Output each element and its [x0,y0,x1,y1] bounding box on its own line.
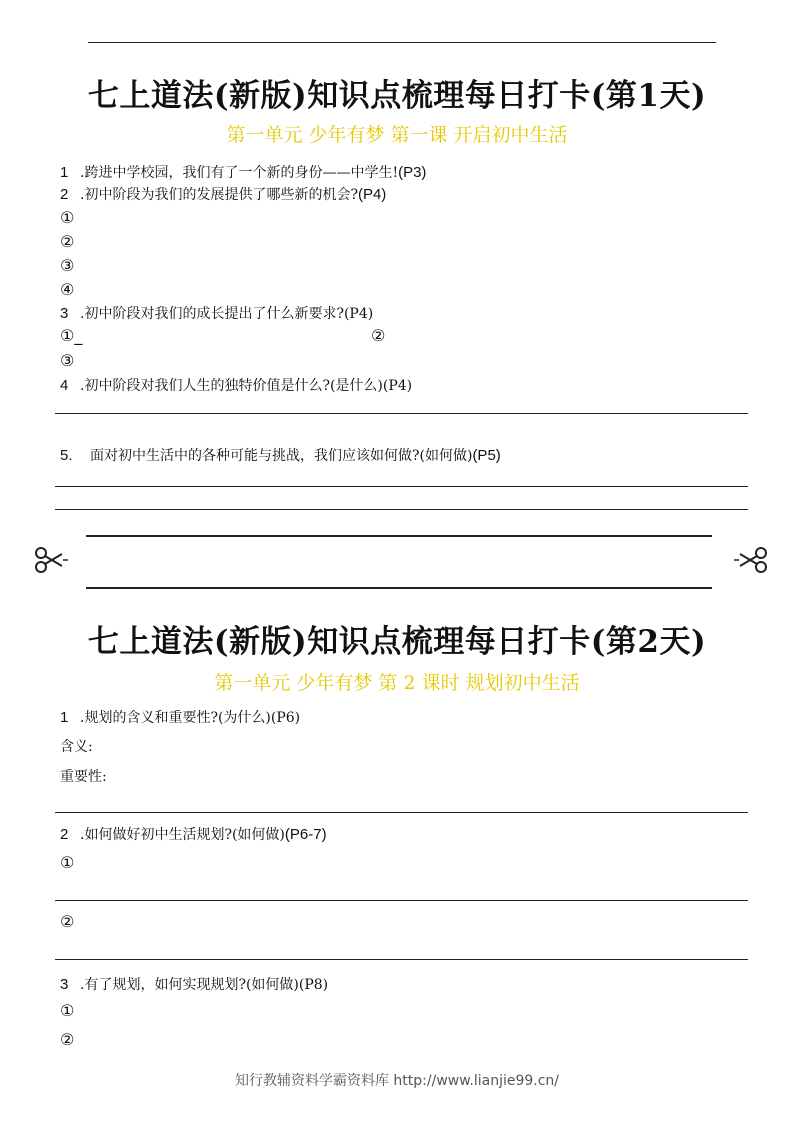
question-text: .规划的含义和重要性?(为什么)(P6) [80,710,301,726]
page-ref: (P4) [357,186,387,203]
page-ref: (P3) [398,164,427,181]
answer-marker: ② [60,232,75,251]
day1-subtitle: 第一单元 少年有梦 第一课 开启初中生活 [226,124,568,146]
question-number: 4 [60,377,69,394]
answer-line [55,812,748,813]
answer-marker: ② [60,912,75,931]
day2-question-2 [60,824,327,844]
answer-marker: ③ [60,256,75,275]
question-text: .跨进中学校园，我们有了一个新的身份——中学生! [80,165,399,181]
answer-marker: ①_ [60,326,83,345]
day1-question-5 [60,445,501,465]
question-number: 3 [60,305,69,322]
day1-question-1 [60,162,426,182]
question-number: 3 [60,976,69,993]
question-number: 1 [60,709,69,726]
answer-line [55,486,748,487]
answer-marker: ① [60,208,75,227]
page-ref: (P6-7) [284,826,327,843]
day1-question-3 [60,303,373,323]
question-text: .如何做好初中生活规划?(如何做) [80,827,285,843]
day2-meaning-label: 含义: [60,739,93,755]
page-ref: (P5) [472,447,501,464]
day2-question-3 [60,974,328,994]
answer-marker: ② [371,326,386,345]
answer-line [55,900,748,901]
answer-marker: ② [60,1030,75,1049]
scissors-icon [34,545,68,575]
question-number: 1 [60,164,69,181]
question-text: .初中阶段对我们的成长提出了什么新要求?(P4) [80,306,374,322]
day1-title: 七上道法(新版)知识点梳理每日打卡(第1天) [87,78,707,114]
question-text: .有了规划，如何实现规划?(如何做)(P8) [80,977,329,993]
day2-title: 七上道法(新版)知识点梳理每日打卡(第2天) [87,624,707,660]
day2-importance-label: 重要性: [60,769,107,785]
answer-line [55,509,748,510]
answer-marker: ④ [60,280,75,299]
answer-line [55,959,748,960]
answer-marker: ③ [60,351,75,370]
day2-question-1 [60,707,300,727]
day2-subtitle: 第一单元 少年有梦 第 2 课时 规划初中生活 [214,672,580,694]
day1-question-2 [60,184,386,204]
cut-rule-top [86,535,712,537]
question-text: .初中阶段对我们人生的独特价值是什么?(是什么)(P4) [80,378,413,394]
top-rule [88,42,716,43]
question-text: .初中阶段为我们的发展提供了哪些新的机会? [80,187,358,203]
cut-rule-bottom [86,587,712,589]
question-number: 5. [60,447,73,464]
answer-line [55,413,748,414]
question-text: 面对初中生活中的各种可能与挑战，我们应该如何做?(如何做) [90,448,473,464]
question-number: 2 [60,826,69,843]
question-number: 2 [60,186,69,203]
answer-marker: ① [60,1001,75,1020]
scissors-icon [734,545,768,575]
footer-watermark: 知行教辅资料学霸资料库 http://www.lianjie99.cn/ [234,1073,560,1089]
day1-question-4 [60,375,412,395]
answer-marker: ① [60,853,75,872]
